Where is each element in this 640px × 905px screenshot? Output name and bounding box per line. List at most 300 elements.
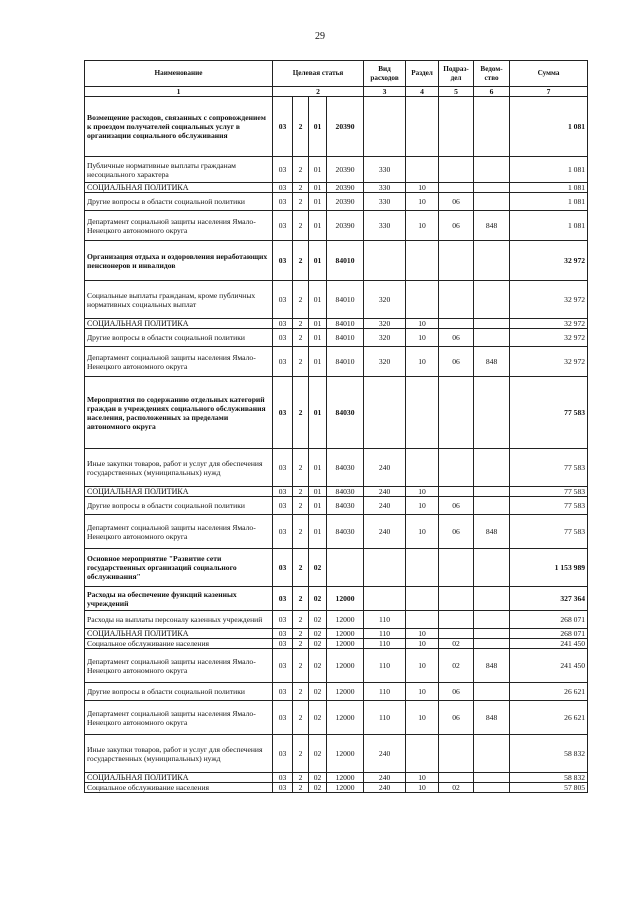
table-cell-department: [474, 629, 510, 639]
table-cell-name: СОЦИАЛЬНАЯ ПОЛИТИКА: [85, 773, 273, 783]
table-cell-expense-type: 330: [364, 193, 406, 211]
table-row: [85, 319, 588, 329]
table-cell-amount: 268 071: [510, 629, 588, 639]
table-cell-target-direction: 84010: [327, 347, 364, 377]
table-cell-section: [406, 157, 439, 183]
table-cell-target-direction: 12000: [327, 639, 364, 649]
table-cell-name: Публичные нормативные выплаты гражданам несоциального характера: [85, 157, 273, 183]
table-cell-amount: 327 364: [510, 587, 588, 611]
table-cell-target-subprogram: 2: [293, 183, 309, 193]
table-cell-target-event: 02: [309, 639, 327, 649]
table-cell-section: [406, 549, 439, 587]
header-section: Раздел: [406, 61, 439, 87]
header-row: [85, 61, 588, 87]
table-cell-expense-type: 240: [364, 783, 406, 793]
table-cell-amount: 26 621: [510, 701, 588, 735]
table-cell-section: [406, 735, 439, 773]
table-cell-name: Департамент социальной защиты населения Ямало-Ненецкого автономного округа: [85, 347, 273, 377]
table-cell-name: Организация отдыха и оздоровления неработающих пенсионеров и инвалидов: [85, 241, 273, 281]
table-cell-expense-type: 240: [364, 515, 406, 549]
table-cell-target-subprogram: 2: [293, 629, 309, 639]
table-cell-expense-type: 110: [364, 629, 406, 639]
column-index-row: [85, 87, 588, 97]
table-cell-department: [474, 497, 510, 515]
table-row: [85, 515, 588, 549]
table-cell-name: Социальное обслуживание населения: [85, 783, 273, 793]
table-cell-department: [474, 735, 510, 773]
table-cell-amount: 241 450: [510, 649, 588, 683]
table-cell-amount: 1 081: [510, 97, 588, 157]
table-row: [85, 157, 588, 183]
table-cell-target-direction: 12000: [327, 773, 364, 783]
table-row: [85, 773, 588, 783]
table-cell-department: [474, 549, 510, 587]
table-cell-name: Иные закупки товаров, работ и услуг для обеспечения государственных (муниципальных) нужд: [85, 449, 273, 487]
table-cell-target-direction: 12000: [327, 649, 364, 683]
table-cell-expense-type: 320: [364, 319, 406, 329]
table-cell-target-direction: 84030: [327, 449, 364, 487]
table-row: [85, 549, 588, 587]
table-cell-section: [406, 587, 439, 611]
table-cell-amount: 57 805: [510, 783, 588, 793]
header-amount: Сумма: [510, 61, 588, 87]
table-cell-section: 10: [406, 629, 439, 639]
table-cell-name: СОЦИАЛЬНАЯ ПОЛИТИКА: [85, 629, 273, 639]
table-cell-target-program: 03: [273, 319, 293, 329]
table-cell-subsection: [439, 97, 474, 157]
table-cell-section: [406, 97, 439, 157]
table-cell-section: 10: [406, 649, 439, 683]
table-cell-section: [406, 377, 439, 449]
column-index: 3: [364, 87, 406, 97]
table-cell-expense-type: 240: [364, 487, 406, 497]
table-row: [85, 487, 588, 497]
table-cell-expense-type: 240: [364, 773, 406, 783]
table-cell-name: Социальные выплаты гражданам, кроме публичных нормативных социальных выплат: [85, 281, 273, 319]
page-number: 29: [315, 31, 325, 42]
table-cell-target-program: 03: [273, 211, 293, 241]
table-cell-target-event: 02: [309, 629, 327, 639]
table-cell-amount: 77 583: [510, 515, 588, 549]
table-row: [85, 611, 588, 629]
table-cell-target-event: 02: [309, 649, 327, 683]
table-cell-target-subprogram: 2: [293, 241, 309, 281]
table-cell-department: [474, 281, 510, 319]
table-cell-target-event: 02: [309, 773, 327, 783]
table-cell-section: 10: [406, 639, 439, 649]
table-cell-target-program: 03: [273, 329, 293, 347]
table-cell-target-direction: 20390: [327, 183, 364, 193]
table-cell-target-direction: 20390: [327, 97, 364, 157]
table-cell-target-program: 03: [273, 701, 293, 735]
table-cell-subsection: [439, 629, 474, 639]
table-cell-department: [474, 193, 510, 211]
table-row: [85, 183, 588, 193]
table-cell-target-direction: 12000: [327, 587, 364, 611]
table-cell-amount: 32 972: [510, 319, 588, 329]
table-row: [85, 701, 588, 735]
table-cell-name: Другие вопросы в области социальной политики: [85, 329, 273, 347]
table-cell-subsection: 06: [439, 193, 474, 211]
table-cell-name: Департамент социальной защиты населения Ямало-Ненецкого автономного округа: [85, 211, 273, 241]
table-row: [85, 587, 588, 611]
table-cell-target-event: 02: [309, 783, 327, 793]
table-cell-expense-type: 110: [364, 611, 406, 629]
table-cell-section: 10: [406, 773, 439, 783]
column-index: 6: [474, 87, 510, 97]
table-cell-subsection: [439, 449, 474, 487]
table-cell-target-subprogram: 2: [293, 611, 309, 629]
table-row: [85, 377, 588, 449]
table-cell-amount: 1 153 989: [510, 549, 588, 587]
table-cell-subsection: 02: [439, 639, 474, 649]
table-cell-target-event: 01: [309, 449, 327, 487]
table-cell-expense-type: [364, 587, 406, 611]
table-cell-target-event: 01: [309, 319, 327, 329]
table-cell-target-program: 03: [273, 773, 293, 783]
table-cell-expense-type: 110: [364, 701, 406, 735]
table-cell-subsection: [439, 611, 474, 629]
table-row: [85, 735, 588, 773]
table-cell-name: Мероприятия по содержанию отдельных категорий граждан в учреждениях социального обслуживания населения, расположенных за пределами автономного округа: [85, 377, 273, 449]
table-cell-target-event: 02: [309, 683, 327, 701]
table-cell-target-direction: 12000: [327, 735, 364, 773]
table-cell-target-event: 01: [309, 377, 327, 449]
table-cell-expense-type: [364, 241, 406, 281]
table-cell-expense-type: [364, 549, 406, 587]
table-cell-target-event: 01: [309, 211, 327, 241]
table-row: [85, 639, 588, 649]
table-cell-target-subprogram: 2: [293, 329, 309, 347]
table-cell-target-program: 03: [273, 241, 293, 281]
table-cell-target-program: 03: [273, 611, 293, 629]
table-cell-target-direction: 12000: [327, 783, 364, 793]
table-cell-target-event: 01: [309, 241, 327, 281]
table-cell-department: 848: [474, 515, 510, 549]
table-cell-name: Департамент социальной защиты населения Ямало-Ненецкого автономного округа: [85, 701, 273, 735]
table-cell-target-direction: 84010: [327, 329, 364, 347]
table-cell-amount: 1 081: [510, 157, 588, 183]
table-cell-name: СОЦИАЛЬНАЯ ПОЛИТИКА: [85, 487, 273, 497]
table-cell-subsection: [439, 487, 474, 497]
table-cell-target-program: 03: [273, 97, 293, 157]
table-cell-target-event: 01: [309, 193, 327, 211]
table-cell-amount: 58 832: [510, 773, 588, 783]
table-cell-department: [474, 487, 510, 497]
table-cell-amount: 77 583: [510, 449, 588, 487]
table-cell-department: [474, 773, 510, 783]
table-cell-expense-type: 240: [364, 497, 406, 515]
table-cell-target-event: 02: [309, 611, 327, 629]
table-cell-expense-type: 320: [364, 347, 406, 377]
table-cell-target-direction: 84030: [327, 487, 364, 497]
header-department: Ведом-ство: [474, 61, 510, 87]
table-cell-department: [474, 683, 510, 701]
table-cell-target-program: 03: [273, 735, 293, 773]
table-cell-target-subprogram: 2: [293, 211, 309, 241]
table-cell-target-program: 03: [273, 193, 293, 211]
table-cell-department: [474, 241, 510, 281]
table-cell-name: Другие вопросы в области социальной политики: [85, 497, 273, 515]
table-cell-department: [474, 157, 510, 183]
table-cell-subsection: [439, 319, 474, 329]
table-cell-target-program: 03: [273, 377, 293, 449]
table-row: [85, 783, 588, 793]
table-cell-amount: 77 583: [510, 377, 588, 449]
table-cell-target-program: 03: [273, 587, 293, 611]
table-row: [85, 649, 588, 683]
table-cell-section: 10: [406, 515, 439, 549]
table-cell-name: Другие вопросы в области социальной политики: [85, 193, 273, 211]
table-cell-target-event: 01: [309, 487, 327, 497]
table-cell-target-subprogram: 2: [293, 587, 309, 611]
table-cell-target-subprogram: 2: [293, 157, 309, 183]
table-cell-section: 10: [406, 487, 439, 497]
table-cell-target-program: 03: [273, 487, 293, 497]
table-cell-expense-type: 240: [364, 735, 406, 773]
table-cell-amount: 32 972: [510, 347, 588, 377]
table-cell-subsection: [439, 549, 474, 587]
column-index: 7: [510, 87, 588, 97]
table-row: [85, 241, 588, 281]
table-cell-target-subprogram: 2: [293, 735, 309, 773]
table-cell-section: [406, 241, 439, 281]
table-cell-subsection: [439, 183, 474, 193]
header-name: Наименование: [85, 61, 273, 87]
table-cell-section: 10: [406, 347, 439, 377]
table-cell-section: 10: [406, 497, 439, 515]
table-cell-amount: 1 081: [510, 183, 588, 193]
table-row: [85, 497, 588, 515]
table-cell-expense-type: 330: [364, 157, 406, 183]
table-cell-name: Основное мероприятие "Развитие сети государственных организаций социального обслуживания": [85, 549, 273, 587]
table-cell-amount: 32 972: [510, 281, 588, 319]
table-cell-expense-type: [364, 97, 406, 157]
table-cell-target-program: 03: [273, 449, 293, 487]
table-cell-target-subprogram: 2: [293, 515, 309, 549]
table-cell-expense-type: 240: [364, 449, 406, 487]
table-cell-target-program: 03: [273, 157, 293, 183]
table-cell-target-subprogram: 2: [293, 347, 309, 377]
table-cell-target-direction: 84010: [327, 241, 364, 281]
table-cell-target-subprogram: 2: [293, 449, 309, 487]
table-cell-target-subprogram: 2: [293, 683, 309, 701]
table-cell-target-event: 01: [309, 281, 327, 319]
table-cell-section: [406, 449, 439, 487]
table-cell-amount: 58 832: [510, 735, 588, 773]
table-cell-target-subprogram: 2: [293, 497, 309, 515]
table-cell-department: [474, 449, 510, 487]
table-cell-department: [474, 377, 510, 449]
table-cell-department: [474, 639, 510, 649]
table-cell-amount: 1 081: [510, 193, 588, 211]
table-cell-department: [474, 611, 510, 629]
table-cell-subsection: [439, 587, 474, 611]
table-cell-subsection: 06: [439, 329, 474, 347]
table-cell-subsection: [439, 735, 474, 773]
table-cell-name: Департамент социальной защиты населения Ямало-Ненецкого автономного округа: [85, 515, 273, 549]
table-cell-target-program: 03: [273, 281, 293, 319]
table-cell-target-program: 03: [273, 783, 293, 793]
table-cell-department: [474, 329, 510, 347]
table-cell-name: Иные закупки товаров, работ и услуг для обеспечения государственных (муниципальных) нужд: [85, 735, 273, 773]
table-cell-target-event: 02: [309, 735, 327, 773]
table-row: [85, 329, 588, 347]
table-row: [85, 449, 588, 487]
table-cell-target-direction: 84010: [327, 319, 364, 329]
table-cell-target-direction: 12000: [327, 701, 364, 735]
table-cell-target-event: 01: [309, 157, 327, 183]
table-row: [85, 683, 588, 701]
table-cell-target-direction: 20390: [327, 193, 364, 211]
table-cell-target-direction: 84030: [327, 377, 364, 449]
table-cell-target-subprogram: 2: [293, 773, 309, 783]
table-cell-expense-type: 110: [364, 649, 406, 683]
budget-table: [84, 60, 588, 793]
column-index: 4: [406, 87, 439, 97]
table-cell-subsection: 02: [439, 649, 474, 683]
table-cell-expense-type: 110: [364, 683, 406, 701]
table-cell-target-subprogram: 2: [293, 281, 309, 319]
table-cell-target-event: 01: [309, 329, 327, 347]
table-cell-target-program: 03: [273, 639, 293, 649]
table-cell-subsection: [439, 281, 474, 319]
table-cell-target-program: 03: [273, 549, 293, 587]
table-cell-department: 848: [474, 649, 510, 683]
table-cell-target-event: 02: [309, 587, 327, 611]
table-row: [85, 97, 588, 157]
table-cell-subsection: 06: [439, 701, 474, 735]
table-cell-target-program: 03: [273, 649, 293, 683]
table-cell-target-program: 03: [273, 683, 293, 701]
table-cell-subsection: [439, 157, 474, 183]
table-cell-name: Расходы на обеспечение функций казенных учреждений: [85, 587, 273, 611]
table-cell-target-direction: 84010: [327, 281, 364, 319]
column-index: 1: [85, 87, 273, 97]
table-cell-department: 848: [474, 347, 510, 377]
table-cell-section: 10: [406, 193, 439, 211]
header-target: Целевая статья: [273, 61, 364, 87]
table-cell-subsection: 06: [439, 515, 474, 549]
table-cell-subsection: 06: [439, 347, 474, 377]
table-cell-section: 10: [406, 183, 439, 193]
table-cell-target-direction: 12000: [327, 683, 364, 701]
table-cell-target-subprogram: 2: [293, 487, 309, 497]
table-cell-target-program: 03: [273, 347, 293, 377]
table-cell-name: Расходы на выплаты персоналу казенных учреждений: [85, 611, 273, 629]
table-cell-subsection: [439, 773, 474, 783]
table-cell-target-program: 03: [273, 183, 293, 193]
table-cell-target-subprogram: 2: [293, 193, 309, 211]
table-cell-department: [474, 319, 510, 329]
table-cell-amount: 26 621: [510, 683, 588, 701]
table-cell-target-direction: 12000: [327, 629, 364, 639]
table-cell-target-program: 03: [273, 497, 293, 515]
column-index: 5: [439, 87, 474, 97]
table-cell-target-direction: 12000: [327, 611, 364, 629]
table-cell-target-subprogram: 2: [293, 319, 309, 329]
table-cell-target-direction: 20390: [327, 211, 364, 241]
table-cell-amount: 241 450: [510, 639, 588, 649]
table-cell-name: Возмещение расходов, связанных с сопровождением к проездом получателей социальных услуг в организации социального обслуживания: [85, 97, 273, 157]
table-cell-target-subprogram: 2: [293, 97, 309, 157]
table-cell-target-event: 01: [309, 183, 327, 193]
table-cell-target-event: 01: [309, 497, 327, 515]
table-cell-target-event: 01: [309, 97, 327, 157]
table-cell-target-direction: [327, 549, 364, 587]
table-row: [85, 211, 588, 241]
table-cell-expense-type: [364, 377, 406, 449]
table-cell-subsection: 06: [439, 683, 474, 701]
table-cell-target-subprogram: 2: [293, 639, 309, 649]
table-cell-target-direction: 20390: [327, 157, 364, 183]
table-cell-expense-type: 330: [364, 183, 406, 193]
table-cell-amount: 268 071: [510, 611, 588, 629]
table-cell-name: СОЦИАЛЬНАЯ ПОЛИТИКА: [85, 319, 273, 329]
table-cell-target-subprogram: 2: [293, 783, 309, 793]
table-cell-section: [406, 611, 439, 629]
table-cell-amount: 32 972: [510, 329, 588, 347]
header-expense-type: Вид расходов: [364, 61, 406, 87]
table-cell-target-subprogram: 2: [293, 701, 309, 735]
table-cell-amount: 32 972: [510, 241, 588, 281]
table-cell-section: 10: [406, 783, 439, 793]
table-cell-amount: 1 081: [510, 211, 588, 241]
table-cell-department: [474, 183, 510, 193]
table-cell-section: 10: [406, 701, 439, 735]
table-cell-department: [474, 587, 510, 611]
table-cell-section: 10: [406, 683, 439, 701]
table-cell-department: 848: [474, 211, 510, 241]
table-cell-subsection: 06: [439, 497, 474, 515]
table-cell-name: Департамент социальной защиты населения Ямало-Ненецкого автономного округа: [85, 649, 273, 683]
table-cell-target-event: 02: [309, 701, 327, 735]
table-cell-amount: 77 583: [510, 497, 588, 515]
table-cell-expense-type: 320: [364, 281, 406, 319]
table-cell-section: [406, 281, 439, 319]
table-cell-amount: 77 583: [510, 487, 588, 497]
header-subsection: Подраз-дел: [439, 61, 474, 87]
table-row: [85, 193, 588, 211]
table-cell-subsection: 02: [439, 783, 474, 793]
table-row: [85, 347, 588, 377]
table-row: [85, 281, 588, 319]
table-row: [85, 629, 588, 639]
table-cell-target-subprogram: 2: [293, 377, 309, 449]
table-cell-name: СОЦИАЛЬНАЯ ПОЛИТИКА: [85, 183, 273, 193]
table-cell-section: 10: [406, 319, 439, 329]
table-cell-section: 10: [406, 211, 439, 241]
table-cell-target-direction: 84030: [327, 515, 364, 549]
column-index: 2: [273, 87, 364, 97]
table-cell-target-program: 03: [273, 515, 293, 549]
table-cell-name: Социальное обслуживание населения: [85, 639, 273, 649]
table-cell-target-event: 01: [309, 347, 327, 377]
table-cell-department: 848: [474, 701, 510, 735]
table-cell-subsection: 06: [439, 211, 474, 241]
table-cell-target-event: 01: [309, 515, 327, 549]
table-cell-name: Другие вопросы в области социальной политики: [85, 683, 273, 701]
table-cell-target-program: 03: [273, 629, 293, 639]
table-cell-target-direction: 84030: [327, 497, 364, 515]
table-cell-expense-type: 320: [364, 329, 406, 347]
table-cell-subsection: [439, 241, 474, 281]
table-cell-section: 10: [406, 329, 439, 347]
table-cell-expense-type: 330: [364, 211, 406, 241]
table-cell-department: [474, 97, 510, 157]
table-cell-target-subprogram: 2: [293, 549, 309, 587]
table-cell-target-subprogram: 2: [293, 649, 309, 683]
